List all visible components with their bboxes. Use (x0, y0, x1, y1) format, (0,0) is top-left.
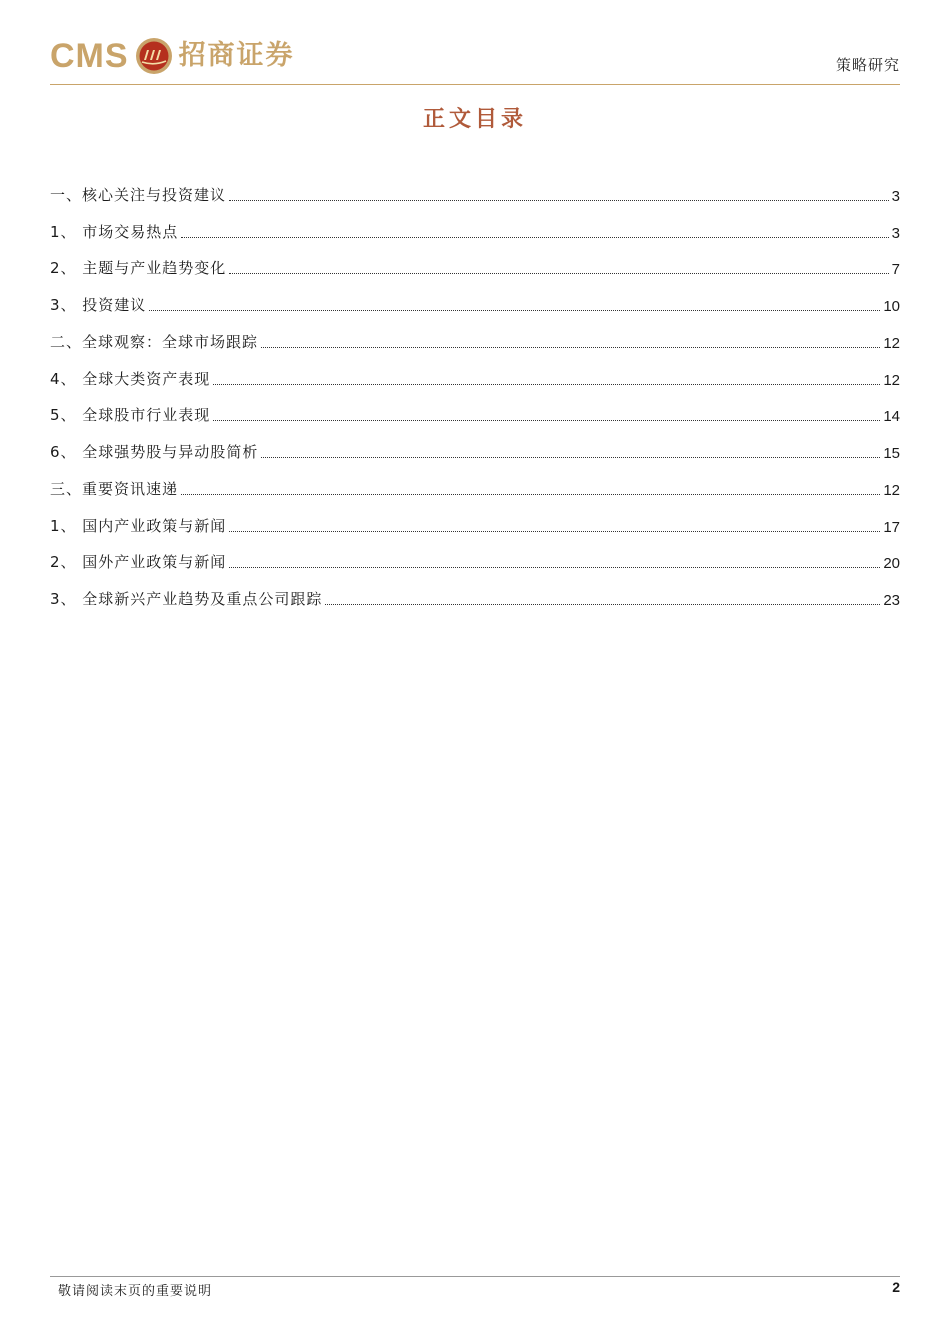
toc-entry[interactable] (50, 352, 900, 389)
toc-entry[interactable] (50, 315, 900, 352)
toc-dot-leader (325, 604, 880, 605)
toc-entry-label: 2、 主题与产业趋势变化 (50, 259, 227, 278)
toc-entry-label: 1、 国内产业政策与新闻 (50, 516, 227, 535)
toc-entry-page: 3 (891, 224, 900, 242)
toc-entry-page: 3 (891, 187, 900, 205)
toc-entry-page: 17 (883, 518, 900, 536)
toc-entry-label: 3、 全球新兴产业趋势及重点公司跟踪 (50, 590, 323, 608)
toc-entry[interactable] (50, 499, 900, 536)
toc-entry-page: 12 (883, 481, 900, 499)
logo-text-cn: 招商证券 (178, 40, 295, 71)
toc-entry-page: 14 (883, 408, 900, 426)
toc-entry[interactable] (50, 572, 900, 609)
toc-dot-leader (229, 567, 880, 568)
logo-text-en: CMS (50, 37, 129, 75)
page-header (50, 30, 900, 84)
toc-entry-label: 二、全球观察：全球市场跟踪 (50, 332, 259, 351)
toc-entry-page: 20 (883, 555, 900, 573)
toc-entry-label: 三、重要资讯速递 (50, 479, 179, 498)
toc-entry[interactable] (50, 389, 900, 426)
toc-entry[interactable] (50, 536, 900, 573)
toc-entry-page: 23 (883, 592, 900, 609)
toc-entry[interactable] (50, 462, 900, 499)
toc-entry[interactable] (50, 242, 900, 279)
table-of-contents (50, 168, 900, 609)
toc-entry-label: 1、 市场交易热点 (50, 222, 179, 241)
report-category: 策略研究 (835, 56, 900, 74)
toc-dot-leader (149, 310, 880, 311)
toc-dot-leader (261, 457, 880, 458)
header-divider (50, 84, 900, 85)
footer-divider (50, 1276, 900, 1277)
toc-dot-leader (213, 384, 880, 385)
toc-dot-leader (213, 420, 880, 421)
toc-dot-leader (181, 494, 880, 495)
toc-entry-page: 10 (883, 298, 900, 315)
toc-entry-page: 7 (891, 261, 900, 279)
toc-entry-page: 12 (883, 334, 900, 352)
toc-entry-label: 6、 全球强势股与异动股简析 (50, 443, 259, 461)
toc-entry[interactable] (50, 168, 900, 205)
toc-entry[interactable] (50, 205, 900, 242)
toc-dot-leader (229, 531, 880, 532)
footer-disclaimer-note: 敬请阅读末页的重要说明 (58, 1284, 213, 1299)
page-number: 2 (892, 1279, 900, 1295)
toc-entry-page: 15 (883, 445, 900, 462)
toc-entry-label: 4、 全球大类资产表现 (50, 369, 211, 388)
toc-dot-leader (181, 237, 888, 238)
toc-entry-label: 3、 投资建议 (50, 296, 147, 314)
toc-entry[interactable] (50, 425, 900, 462)
toc-dot-leader (261, 347, 880, 348)
toc-dot-leader (229, 200, 889, 201)
toc-entry-label: 5、 全球股市行业表现 (50, 406, 211, 425)
toc-title: 正文目录 (422, 107, 527, 132)
toc-dot-leader (229, 273, 888, 274)
toc-entry[interactable] (50, 278, 900, 315)
company-logo (50, 34, 295, 78)
logo-emblem-icon (135, 37, 173, 75)
toc-entry-label: 一、核心关注与投资建议 (50, 185, 227, 204)
toc-entry-label: 2、 国外产业政策与新闻 (50, 553, 227, 572)
toc-entry-page: 12 (883, 371, 900, 389)
